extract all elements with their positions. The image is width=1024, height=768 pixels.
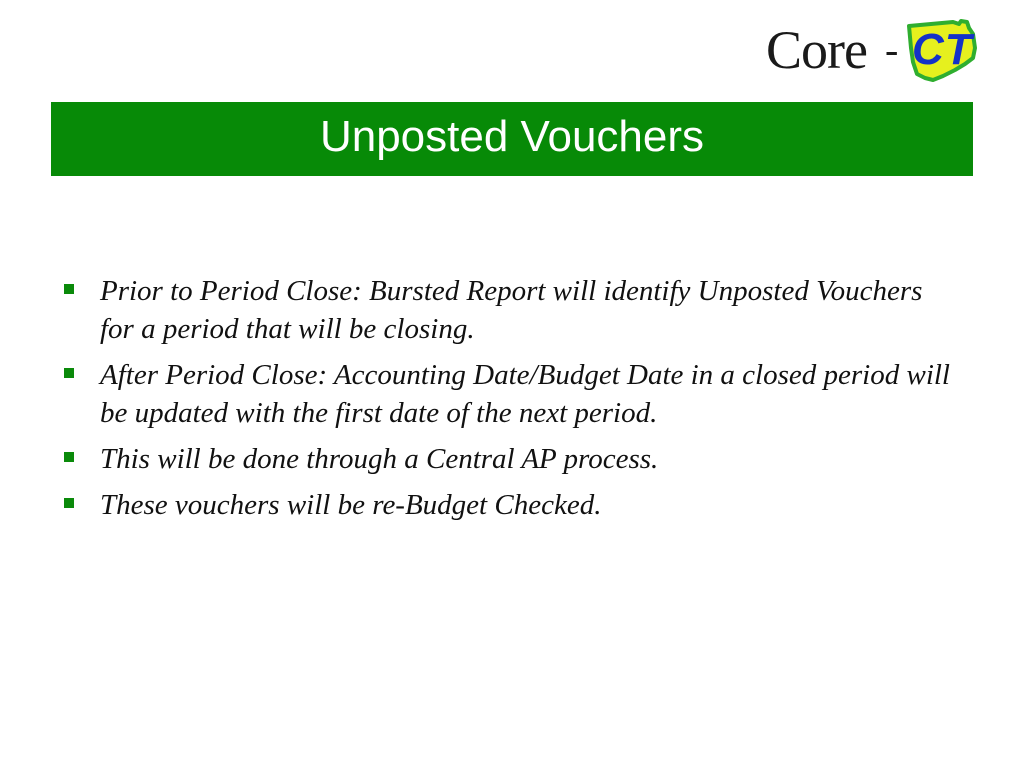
bullet-list [60, 272, 960, 532]
square-bullet-icon [64, 498, 74, 508]
bullet-item [60, 440, 960, 478]
core-ct-logo [766, 14, 986, 92]
title-bar [51, 102, 973, 176]
bullet-text: After Period Close: Accounting Date/Budget Date in a closed period will be updated with the first date of the next period. [100, 359, 950, 429]
logo-core-text: Core [766, 20, 867, 80]
bullet-item [60, 356, 960, 432]
slide-title: Unposted Vouchers [319, 112, 705, 161]
bullet-item [60, 486, 960, 524]
square-bullet-icon [64, 368, 74, 378]
bullet-text: Prior to Period Close: Bursted Report will identify Unposted Vouchers for a period that will be closing. [100, 275, 923, 345]
bullet-item [60, 272, 960, 348]
logo-ct-text: CT [912, 25, 973, 74]
bullet-text: These vouchers will be re-Budget Checked. [100, 489, 602, 521]
square-bullet-icon [64, 284, 74, 294]
logo-dash-text: - [885, 27, 899, 72]
bullet-text: This will be done through a Central AP process. [100, 443, 659, 475]
square-bullet-icon [64, 452, 74, 462]
